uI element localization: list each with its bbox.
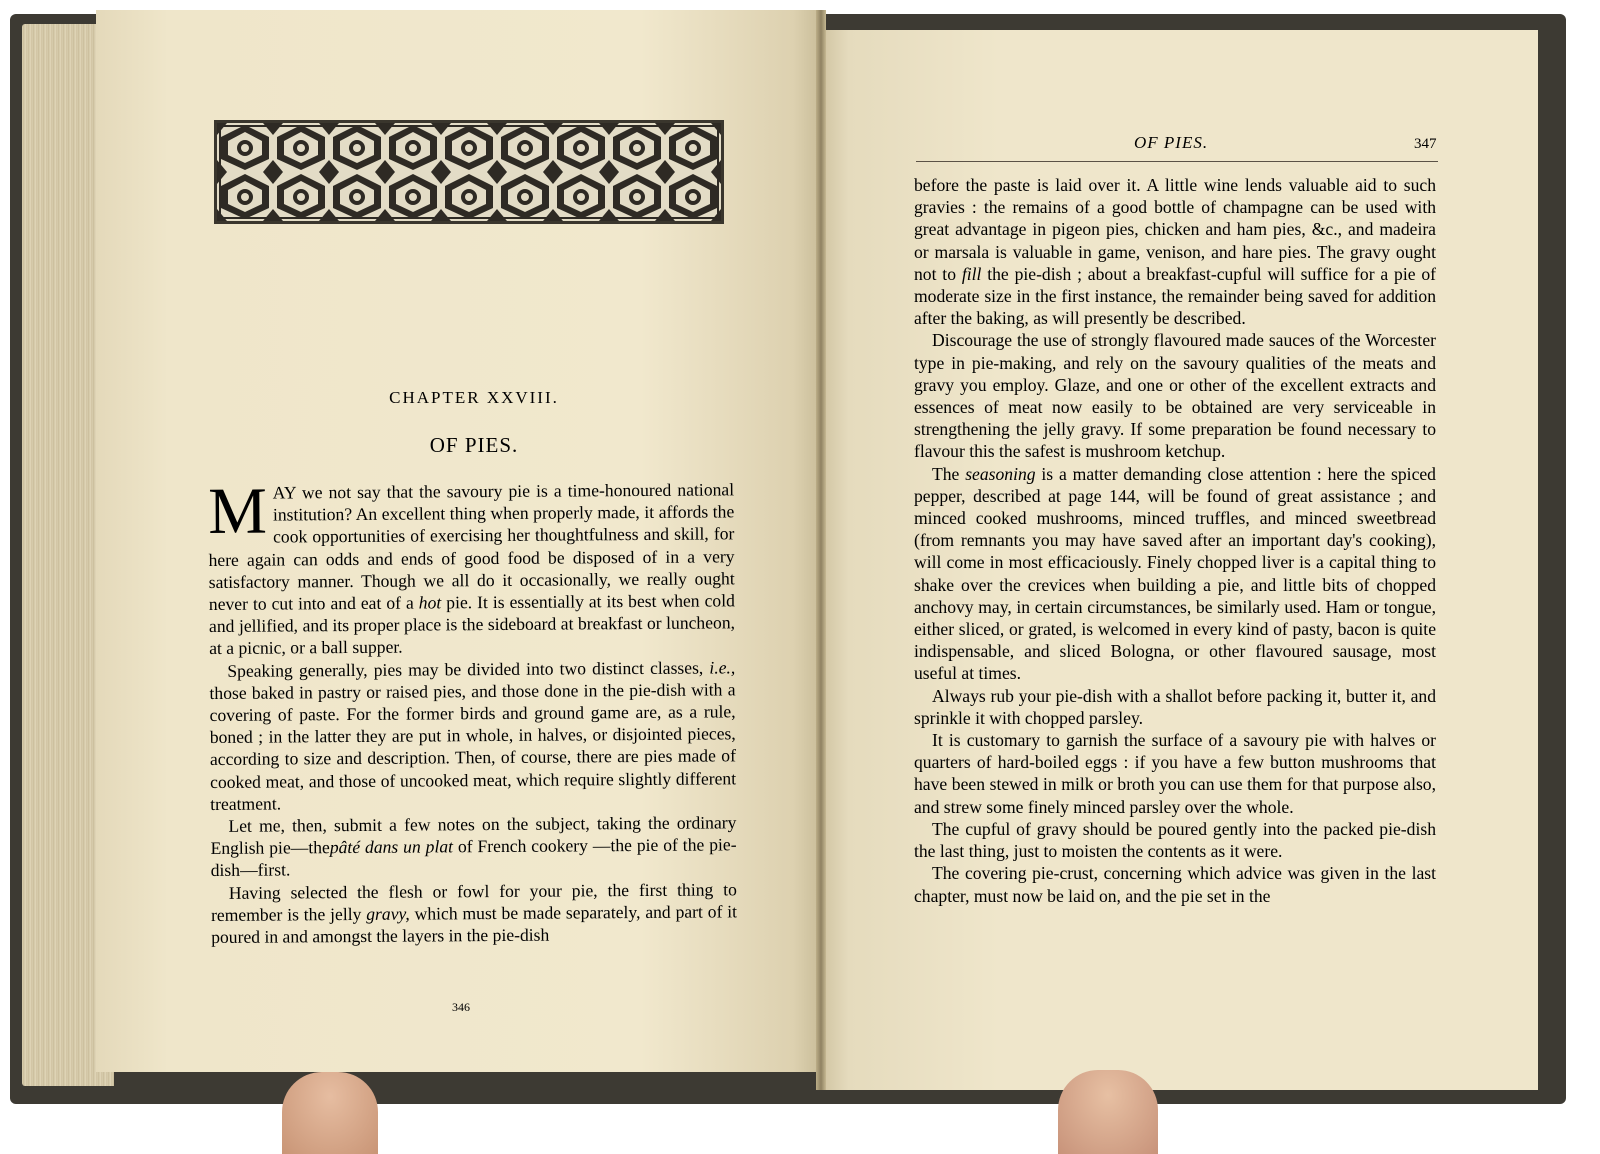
paragraph: Discourage the use of strongly flavoured made sauces of the Worcester type in pie-making, and rely on the savoury qualities of the meats and gravy you employ. Glaze, and one or other of the excellent extracts and essences of meat now easily to be obtained are very serviceable in strengthening the jelly gravy. If some preparation be found necessary to flavour this the safest is mushroom ketchup. bbox=[914, 330, 1436, 462]
ornament-pattern-icon bbox=[217, 123, 721, 221]
left-page-body bbox=[207, 474, 738, 948]
page-number-left: 346 bbox=[452, 1000, 470, 1014]
paragraph: Always rub your pie-dish with a shallot before packing it, butter it, and sprinkle it with chopped parsley. bbox=[914, 685, 1436, 728]
paragraph: Speaking generally, pies may be divided into two distinct classes, i.e., those baked in pastry or raised pies, and those done in the pie-dish with a covering of paste. For the former birds and ground game are, as a rule, boned ; in the latter they are put in whole, in halves, or disjointed pieces, according to size and description. Then, of course, there are pies made of cooked meat, and those of uncooked meat, which require slightly different treatment. bbox=[209, 656, 737, 814]
page-number-right: 347 bbox=[1414, 136, 1437, 152]
drop-cap: M bbox=[207, 474, 268, 548]
header-rule bbox=[916, 161, 1438, 162]
paragraph: Let me, then, submit a few notes on the subject, taking the ordinary English pie—thepâté dans un plat of French cookery —the pie of the pie-dish—first. bbox=[210, 812, 737, 881]
chapter-title: OF PIES. bbox=[429, 433, 519, 457]
book-gutter bbox=[816, 10, 826, 1090]
paragraph: Having selected the flesh or fowl for your pie, the first thing to remember is the jelly gravy, which must be made separately, and part of it poured in and amongst the layers in the pie-dish bbox=[210, 878, 738, 948]
running-head: OF PIES. bbox=[1134, 133, 1209, 152]
paragraph: before the paste is laid over it. A little wine lends valuable aid to such gravies : the remains of a good bottle of champagne can be used with great advantage in pigeon pies, chicken and ham pies, &c., and madeira or marsala is valuable in game, venison, and hare pies. The gravy ought not to fill the pie-dish ; about a breakfast-cupful will suffice for a pie of moderate size in the first instance, the remainder being saved for addition after the baking, as will presently be described. bbox=[914, 175, 1437, 329]
right-page-body bbox=[914, 174, 1436, 907]
right-thumb bbox=[1058, 1070, 1158, 1154]
paragraph: The seasoning is a matter demanding close attention : here the spiced pepper, described at page 144, will be found of great assistance ; and minced cooked mushrooms, minced truffles, and minced sweetbread (from remnants you may have saved after an important day's cooking), will come in most efficaciously. Finely chopped liver is a capital thing to shake over the crevices when building a pie, and little bits of chopped anchovy may, in certain circumstances, be similarly used. Ham or tongue, either sliced, or grated, is welcomed in every kind of pasty, bacon is quite indispensable, and sliced Bologna, or other flavoured sausage, most useful at times. bbox=[914, 463, 1436, 684]
paragraph: It is customary to garnish the surface of a savoury pie with halves or quarters of hard-boiled eggs : if you have a few button mushrooms that have been stewed in milk or broth you can use them for that purpose also, and strew some finely minced parsley over the whole. bbox=[914, 730, 1436, 817]
chapter-number: CHAPTER XXVIII. bbox=[389, 388, 559, 407]
paragraph: The cupful of gravy should be poured gently into the packed pie-dish the last thing, just to moisten the contents as it were. bbox=[914, 818, 1436, 862]
left-thumb bbox=[282, 1072, 378, 1154]
chapter-ornament-headpiece bbox=[214, 120, 724, 224]
paragraph: MAY we not say that the savoury pie is a time-honoured national institution? An excellent thing when properly made, it affords the cook opportunities of exercising her thoughtfulness and skill, for here again can odds and ends of good food be disposed of in a very satisfactory manner. Though we all do it occasionally, we really ought never to cut into and eat of a hot pie. It is essentially at its best when cold and jellified, and its proper place is the sideboard at breakfast or luncheon, at a picnic, or a ball supper. bbox=[207, 474, 736, 659]
paragraph: The covering pie-crust, concerning which advice was given in the last chapter, must now be laid on, and the pie set in the bbox=[914, 863, 1436, 906]
